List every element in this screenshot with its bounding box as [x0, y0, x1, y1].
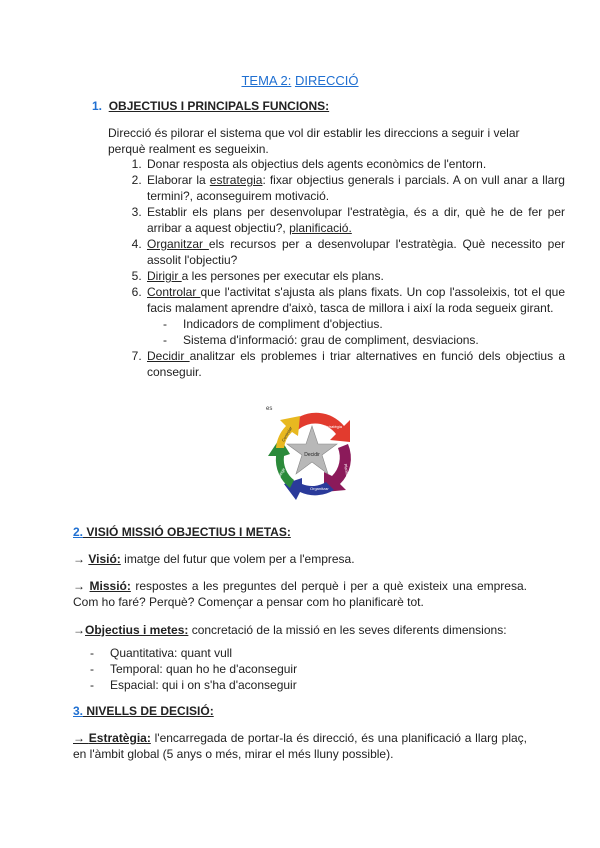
sub-item: - Sistema d'informació: grau de compliment, desviacions. — [163, 332, 565, 348]
item-key: Decidir — [147, 349, 190, 363]
list-item — [145, 172, 565, 204]
objectives-paragraph — [73, 622, 527, 638]
list-item — [145, 284, 565, 348]
dimensions-list — [90, 645, 297, 693]
section2-heading — [73, 525, 291, 539]
list-item — [145, 268, 565, 284]
sub-item: - Indicadors de compliment d'objectius. — [163, 316, 565, 332]
strategy-paragraph — [73, 730, 527, 762]
mission-label: Missió: — [89, 579, 131, 593]
section1-intro: Direcció és pilorar el sistema que vol dir establir les direccions a seguir i velar perquè realment es segueixin. — [108, 126, 520, 156]
diagram-label-estrategia: Estratègia — [324, 424, 343, 429]
control-sublist — [147, 316, 565, 348]
arrow-glyph: → — [73, 552, 85, 566]
list-item — [145, 204, 565, 236]
page-title — [0, 73, 600, 88]
section1-number: 1. — [92, 99, 103, 113]
item-pre: Elaborar la — [147, 173, 210, 187]
management-cycle-diagram — [262, 404, 362, 504]
list-item: - Espacial: qui i on s'ha d'aconseguir — [90, 677, 297, 693]
mission-paragraph — [73, 578, 527, 610]
item-text: que l'activitat s'ajusta als plans fixats. Un cop l'assoleixis, tot el que facis malament aprendre d'això, tasca de millora i així la roda segueix girant. — [147, 285, 566, 315]
strategy-text: l'encarregada de portar-la és direcció, és una planificació a llarg plaç, en l'àmbit global (5 anys o més, mirar el més lluny possible). — [73, 731, 527, 761]
diagram-label-dirigir: Dirigir — [276, 466, 287, 479]
section3-number: 3. — [73, 704, 84, 718]
vision-paragraph — [73, 551, 527, 567]
item-key: Dirigir — [147, 269, 182, 283]
section3-title: NIVELLS DE DECISIÓ: — [83, 704, 214, 718]
list-item — [145, 348, 565, 380]
item-text: els recursos per a desenvolupar l'estratègia. Què necessito per assolit l'objectiu? — [147, 237, 566, 267]
item-text: Donar resposta als objectius dels agents econòmics de l'entorn. — [147, 157, 487, 171]
diagram-label-planificacio: Planificació — [343, 463, 352, 485]
diagram-label-organitzar: Organitzar — [310, 486, 329, 491]
vision-text: imatge del futur que volem per a l'empresa. — [120, 552, 355, 566]
item-key: Controlar — [147, 285, 201, 299]
list-item — [145, 156, 565, 172]
list-item — [145, 236, 565, 268]
arrow-glyph: → — [73, 731, 85, 745]
objectives-label: Objectius i metes: — [85, 623, 189, 637]
objectives-text: concretació de la missió en les seves diferents dimensions: — [188, 623, 507, 637]
item-text: a les persones per executar els plans. — [181, 269, 384, 283]
diagram-corner-text: es — [266, 406, 273, 412]
item-key: Organitzar — [147, 237, 209, 251]
diagram-center-label: Decidir — [304, 452, 320, 458]
section1-title: OBJECTIUS I PRINCIPALS FUNCIONS: — [108, 99, 330, 113]
section2-number: 2. — [73, 525, 84, 539]
vision-label: Visió: — [88, 552, 121, 566]
item-tail: planificació. — [289, 221, 352, 235]
title-text: DIRECCIÓ — [294, 73, 359, 88]
item-text: analitzar els problemes i triar alternatives en funció dels objectius a conseguir. — [147, 349, 565, 379]
mission-text: respostes a les preguntes del perquè i per a què existeix una empresa. Com ho faré? Perquè? Començar a pensar com ho planificarè tot. — [73, 579, 527, 609]
title-number: TEMA 2: — [241, 73, 292, 88]
section3-heading — [73, 704, 214, 718]
arrow-glyph: → — [73, 623, 85, 637]
section1-heading — [92, 99, 329, 113]
list-item: - Temporal: quan ho he d'aconseguir — [90, 661, 297, 677]
arrow-glyph: → — [73, 579, 85, 593]
functions-list — [108, 156, 565, 380]
list-item: - Quantitativa: quant vull — [90, 645, 297, 661]
strategy-label: Estratègia: — [88, 731, 151, 745]
diagram-label-controlar: Controlar — [280, 425, 294, 443]
section2-title: VISIÓ MISSIÓ OBJECTIUS I METAS: — [83, 525, 291, 539]
item-text: : fixar objectius generals i parcials. A on vull anar a llarg termini?, aconseguirem motivació. — [147, 173, 565, 203]
item-key: estrategia — [209, 173, 263, 187]
item-text: Establir els plans per desenvolupar l'estratègia, és a dir, què he de fer per arribar a aquest objectiu?, — [147, 205, 565, 235]
